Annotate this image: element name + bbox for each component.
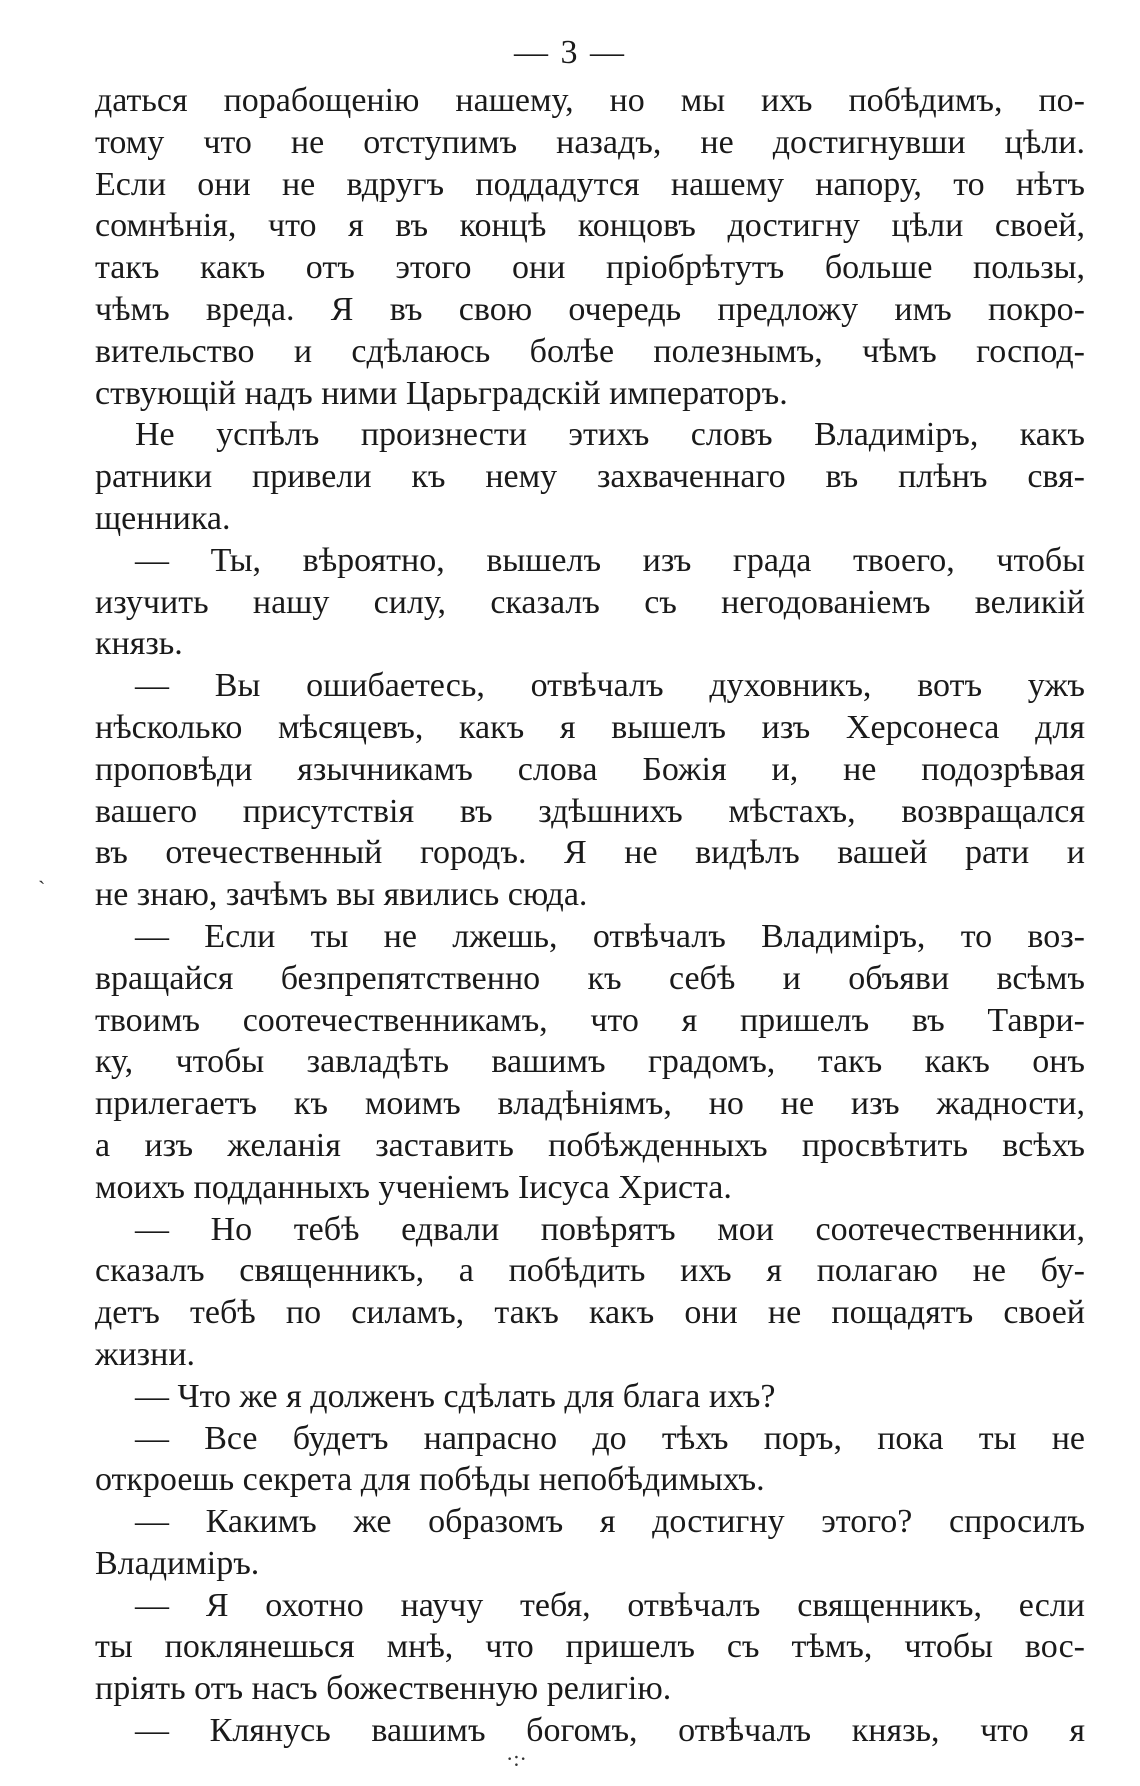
text-line: не знаю, зачѣмъ вы явились сюда. <box>95 876 588 914</box>
text-line: Если они не вдругъ поддадутся нашему напору, то нѣтъ <box>95 165 1085 203</box>
print-speck: ·:· <box>506 1746 527 1771</box>
text-line: прилегаетъ къ моимъ владѣніямъ, но не изъ жадности, <box>95 1085 1085 1123</box>
text-line: — Клянусь вашимъ богомъ, отвѣчалъ князь, что я <box>135 1712 1085 1750</box>
text-line: — Но тебѣ едвали повѣрятъ мои соотечественники, <box>135 1210 1085 1248</box>
text-line: вашего присутствія въ здѣшнихъ мѣстахъ, возвращался <box>95 792 1085 830</box>
text-line: — Ты, вѣроятно, вышелъ изъ града твоего, чтобы <box>135 541 1085 579</box>
text-line: изучить нашу силу, сказалъ съ негодованіемъ великій <box>95 583 1085 621</box>
text-line: твоимъ соотечественникамъ, что я пришелъ въ Таври- <box>95 1001 1085 1039</box>
text-line: вительство и сдѣлаюсь болѣе полезнымъ, чѣмъ господ- <box>95 332 1085 370</box>
text-line: щенника. <box>95 499 231 537</box>
text-line: а изъ желанія заставить побѣжденныхъ просвѣтить всѣхъ <box>95 1126 1085 1164</box>
text-line: сказалъ священникъ, а побѣдить ихъ я полагаю не бу- <box>95 1252 1085 1290</box>
text-line: ствующій надъ ними Царьградскій императоръ. <box>95 374 788 412</box>
text-line: — Что же я долженъ сдѣлать для блага ихъ? <box>135 1377 776 1415</box>
text-line: Владиміръ. <box>95 1544 260 1582</box>
print-speck: ˋ <box>38 876 46 901</box>
text-line: даться порабощенію нашему, но мы ихъ побѣдимъ, по- <box>95 82 1085 119</box>
text-line: ку, чтобы завладѣть вашимъ градомъ, такъ какъ онъ <box>95 1043 1085 1081</box>
text-line: тому что не отступимъ назадъ, не достигнувши цѣли. <box>95 123 1085 161</box>
text-line: князь. <box>95 625 183 663</box>
text-line: детъ тебѣ по силамъ, такъ какъ они не пощадятъ своей <box>95 1294 1085 1332</box>
text-line: ты поклянешься мнѣ, что пришелъ съ тѣмъ, чтобы вос- <box>95 1628 1085 1666</box>
text-line: жизни. <box>95 1335 196 1373</box>
text-line: — Какимъ же образомъ я достигну этого? спросилъ <box>135 1503 1085 1541</box>
text-line: пріять отъ насъ божественную религію. <box>95 1670 672 1708</box>
text-line: — Если ты не лжешь, отвѣчалъ Владиміръ, то воз- <box>135 917 1085 955</box>
page-number: — 3 — <box>514 34 626 71</box>
text-line: нѣсколько мѣсяцевъ, какъ я вышелъ изъ Херсонеса для <box>95 708 1085 746</box>
text-line: Не успѣлъ произнести этихъ словъ Владиміръ, какъ <box>135 416 1085 454</box>
page-text <box>95 80 1085 1752</box>
text-line: въ отечественный городъ. Я не видѣлъ вашей рати и <box>95 834 1085 872</box>
text-line: такъ какъ отъ этого они пріобрѣтутъ больше пользы, <box>95 249 1085 287</box>
text-line: — Я охотно научу тебя, отвѣчалъ священникъ, если <box>135 1586 1085 1624</box>
text-line: чѣмъ вреда. Я въ свою очередь предложу имъ покро- <box>95 290 1085 328</box>
text-line: проповѣди язычникамъ слова Божія и, не подозрѣвая <box>95 750 1085 788</box>
text-line: моихъ подданныхъ ученіемъ Іисуса Христа. <box>95 1168 732 1206</box>
text-line: сомнѣнія, что я въ концѣ концовъ достигну цѣли своей, <box>95 207 1085 245</box>
text-line: вращайся безпрепятственно къ себѣ и объяви всѣмъ <box>95 959 1085 997</box>
text-line: — Все будетъ напрасно до тѣхъ поръ, пока ты не <box>135 1419 1085 1457</box>
text-line: ратники привели къ нему захваченнаго въ плѣнъ свя- <box>95 458 1085 496</box>
text-line: откроешь секрета для побѣды непобѣдимыхъ. <box>95 1461 765 1499</box>
text-line: — Вы ошибаетесь, отвѣчалъ духовникъ, вотъ ужъ <box>135 667 1085 705</box>
